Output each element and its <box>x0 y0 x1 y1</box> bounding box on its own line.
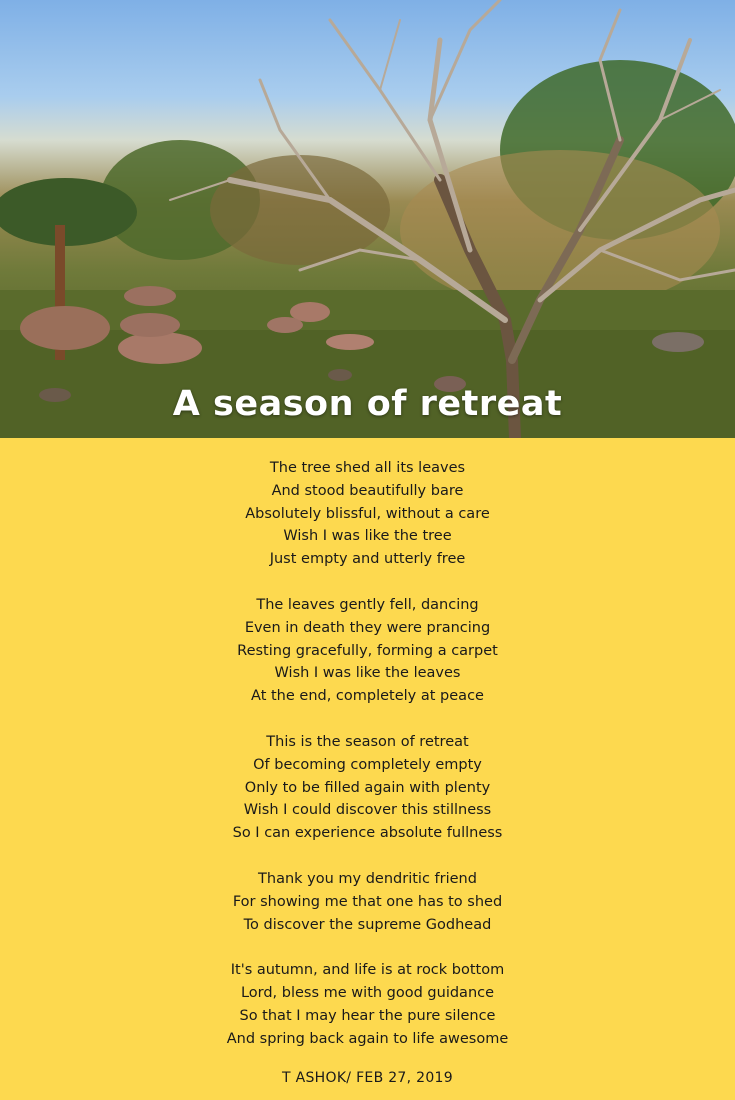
stanza <box>0 731 735 845</box>
poem-line: Lord, bless me with good guidance <box>240 985 495 1002</box>
poem-title: A season of retreat <box>172 384 563 424</box>
poem-line: Wish I was like the tree <box>283 528 452 545</box>
poem-line: Wish I could discover this stillness <box>243 802 492 819</box>
poem-line: Absolutely blissful, without a care <box>245 505 490 522</box>
poem-line: Just empty and utterly free <box>269 551 466 568</box>
poem-line: At the end, completely at peace <box>251 688 484 705</box>
author-byline: T ASHOK/ FEB 27, 2019 <box>282 1070 453 1086</box>
stanza <box>0 868 735 936</box>
poem-line: Wish I was like the leaves <box>274 665 461 682</box>
stanza <box>0 457 735 571</box>
poem-line: The leaves gently fell, dancing <box>256 596 479 613</box>
poem-line: Resting gracefully, forming a carpet <box>237 642 498 659</box>
poem-line: The tree shed all its leaves <box>269 460 466 476</box>
stanza <box>0 594 735 708</box>
poem-line: For showing me that one has to shed <box>232 893 503 910</box>
poem-line: Thank you my dendritic friend <box>258 870 477 887</box>
poem-line: And stood beautifully bare <box>271 482 464 499</box>
poem-line: To discover the supreme Godhead <box>243 916 492 933</box>
stanza <box>0 959 735 1050</box>
poem-line: This is the season of retreat <box>266 733 469 750</box>
poem-line: It's autumn, and life is at rock bottom <box>230 962 505 979</box>
poem-line: Of becoming completely empty <box>253 756 482 773</box>
poem-line: So I can experience absolute fullness <box>232 825 503 842</box>
poem-line: And spring back again to life awesome <box>226 1030 509 1047</box>
poem-line: So that I may hear the pure silence <box>239 1007 496 1024</box>
hero-image <box>0 0 735 438</box>
poem-line: Only to be filled again with plenty <box>244 779 491 796</box>
poem-body <box>0 457 735 1074</box>
poem-line: Even in death they were prancing <box>244 619 491 636</box>
landscape-illustration <box>0 0 735 438</box>
